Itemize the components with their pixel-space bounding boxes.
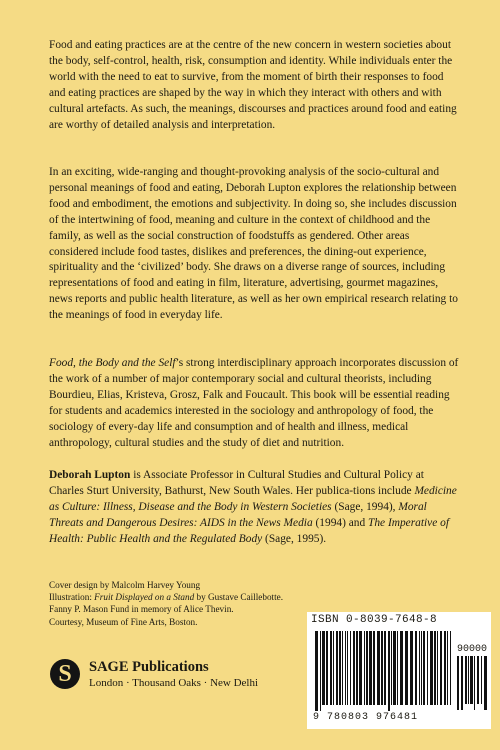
blurb-paragraph-3 (49, 356, 459, 451)
barcode-bar (366, 631, 368, 705)
barcode-bar (326, 631, 328, 705)
barcode-bar (461, 656, 463, 710)
credit-illustration (49, 591, 309, 603)
barcode-bar (419, 631, 420, 705)
barcode-bar (477, 656, 479, 704)
blurb-paragraph-3-text: ’s strong interdisciplinary approach incorporates discussion of the work of a number of major contemporary social and cultural theorists, including Bourdieu, Elias, Kristeva, Grosz, Falk and Foucault. This book will be essential reading for students and academics interested in the sociology and anthropology of food, the sociology of every-day life and consumption and of health and illness, medical anthropology, cultural studies and the study of diet and nutrition. (49, 357, 459, 449)
barcode-bar (450, 631, 451, 705)
sage-logo-icon (50, 659, 80, 689)
barcode-bar (468, 656, 469, 704)
barcode-bar (457, 656, 459, 710)
barcode-bar (393, 631, 396, 705)
isbn-label: ISBN 0-8039-7648-8 (311, 614, 438, 626)
barcode-bar (342, 631, 343, 705)
barcode-bar (447, 631, 448, 705)
credit-fund: Fanny P. Mason Fund in memory of Alice Thevin. (49, 604, 234, 615)
barcode-bar (415, 631, 417, 705)
price-code: 90000 (457, 644, 488, 655)
barcode-bar (373, 631, 375, 705)
barcode-bar (481, 656, 482, 704)
sage-logo-letter: S (58, 661, 72, 687)
blurb-paragraph-1: Food and eating practices are at the centre of the new concern in western societies about the body, self-control, health, risk, consumption and identity. While individuals enter the world with the need to eat to survive, from the moment of birth their responses to food and eating practices are shaped by the way in which they interact with others and with cultural artefacts. As such, the meanings, discourses and practices around food and eating are worthy of detailed analysis and interpretation. (49, 39, 457, 131)
cover-credits (49, 579, 309, 628)
credit-design: Cover design by Malcolm Harvey Young (49, 580, 201, 590)
barcode-bar (444, 631, 446, 705)
barcode-bar (421, 631, 422, 705)
author-bio-text-2: (Sage, 1994), (331, 500, 399, 513)
barcode-bar (470, 656, 473, 704)
barcode-bar (322, 631, 325, 705)
publisher-name: SAGE Publications (89, 659, 209, 675)
barcode-bar (410, 631, 413, 705)
barcode-bar (336, 631, 338, 705)
author-book-1: Medicine as Culture: Illness, Disease and the Body in Western Societies (49, 484, 457, 513)
author-name: Deborah Lupton (49, 469, 131, 481)
barcode-bar (369, 631, 372, 705)
author-bio-text-1: is Associate Professor in Cultural Studies and Cultural Policy at Charles Sturt University, Bathurst, New South Wales. Her publica-tions include (49, 469, 424, 497)
barcode-bar (345, 631, 346, 705)
barcode-panel (307, 612, 491, 729)
barcode-bar (347, 631, 348, 705)
author-bio (49, 468, 459, 548)
barcode-bar (353, 631, 355, 705)
barcode-bar (391, 631, 392, 705)
barcode-bar (434, 631, 436, 705)
barcode-bar (330, 631, 332, 705)
barcode-bar (427, 631, 428, 705)
barcode-bar (350, 631, 351, 705)
credit-illustration-title: Fruit Displayed on a Stand (94, 592, 195, 603)
author-book-2: Moral Threats and Dangerous Desires: AIDS in the News Media (49, 500, 427, 529)
barcode-bar (381, 631, 383, 705)
author-bio-text-4: (Sage, 1995). (262, 532, 327, 545)
barcode-bar (359, 631, 362, 705)
barcode-bar (484, 656, 487, 710)
barcode-bar (405, 631, 408, 705)
credit-courtesy: Courtesy, Museum of Fine Arts, Boston. (49, 616, 198, 627)
author-book-3: The Imperative of Health: Public Health and the Regulated Body (49, 516, 449, 545)
barcode-bar (339, 631, 341, 705)
barcode-bar (465, 656, 467, 704)
author-bio-text-3: (1994) and (312, 516, 369, 529)
barcode-bar (377, 631, 380, 705)
blurb-paragraph-2: In an exciting, wide-ranging and thought-provoking analysis of the socio-cultural and personal meanings of food and eating, Deborah Lupton explores the relationship between food and embodiment, the emotions and subjectivity. In doing so, she includes discussion of the intertwining of food, meaning and culture in the context of childhood and the family, as well as the social construction of foodstuffs as gendered. Other areas considered include food tastes, dislikes and preferences, the dining-out experience, spirituality and the ‘civilized’ body. She draws on a diverse range of sources, including representations of food and eating in film, literature, advertising, gourmet magazines, news reports and public health literature, as well as her own empirical research relating to the meanings of food in everyday life. (49, 166, 458, 322)
barcode-bar (333, 631, 334, 705)
barcode-bar (437, 631, 438, 705)
barcode-bar (320, 631, 321, 711)
barcode-bar (440, 631, 442, 705)
publisher-locations: London · Thousand Oaks · New Delhi (89, 677, 259, 689)
barcode-bar (397, 631, 398, 705)
addon-barcode (457, 656, 487, 710)
barcode-bar (430, 631, 433, 705)
barcode-bar (423, 631, 425, 705)
barcode-bar (356, 631, 358, 705)
credit-illustration-suffix: by Gustave Caillebotte. (194, 592, 284, 603)
book-title: Food, the Body and the Self (49, 357, 176, 369)
ean-digits: 9 780803 976481 (313, 712, 419, 723)
barcode-bar (388, 631, 390, 711)
credit-illustration-prefix: Illustration: (49, 592, 95, 603)
barcode-bar (400, 631, 403, 705)
barcode-bar (384, 631, 386, 705)
ean-barcode (315, 631, 451, 711)
barcode-bar (315, 631, 318, 711)
barcode-bar (474, 656, 475, 710)
barcode-bar (364, 631, 365, 705)
